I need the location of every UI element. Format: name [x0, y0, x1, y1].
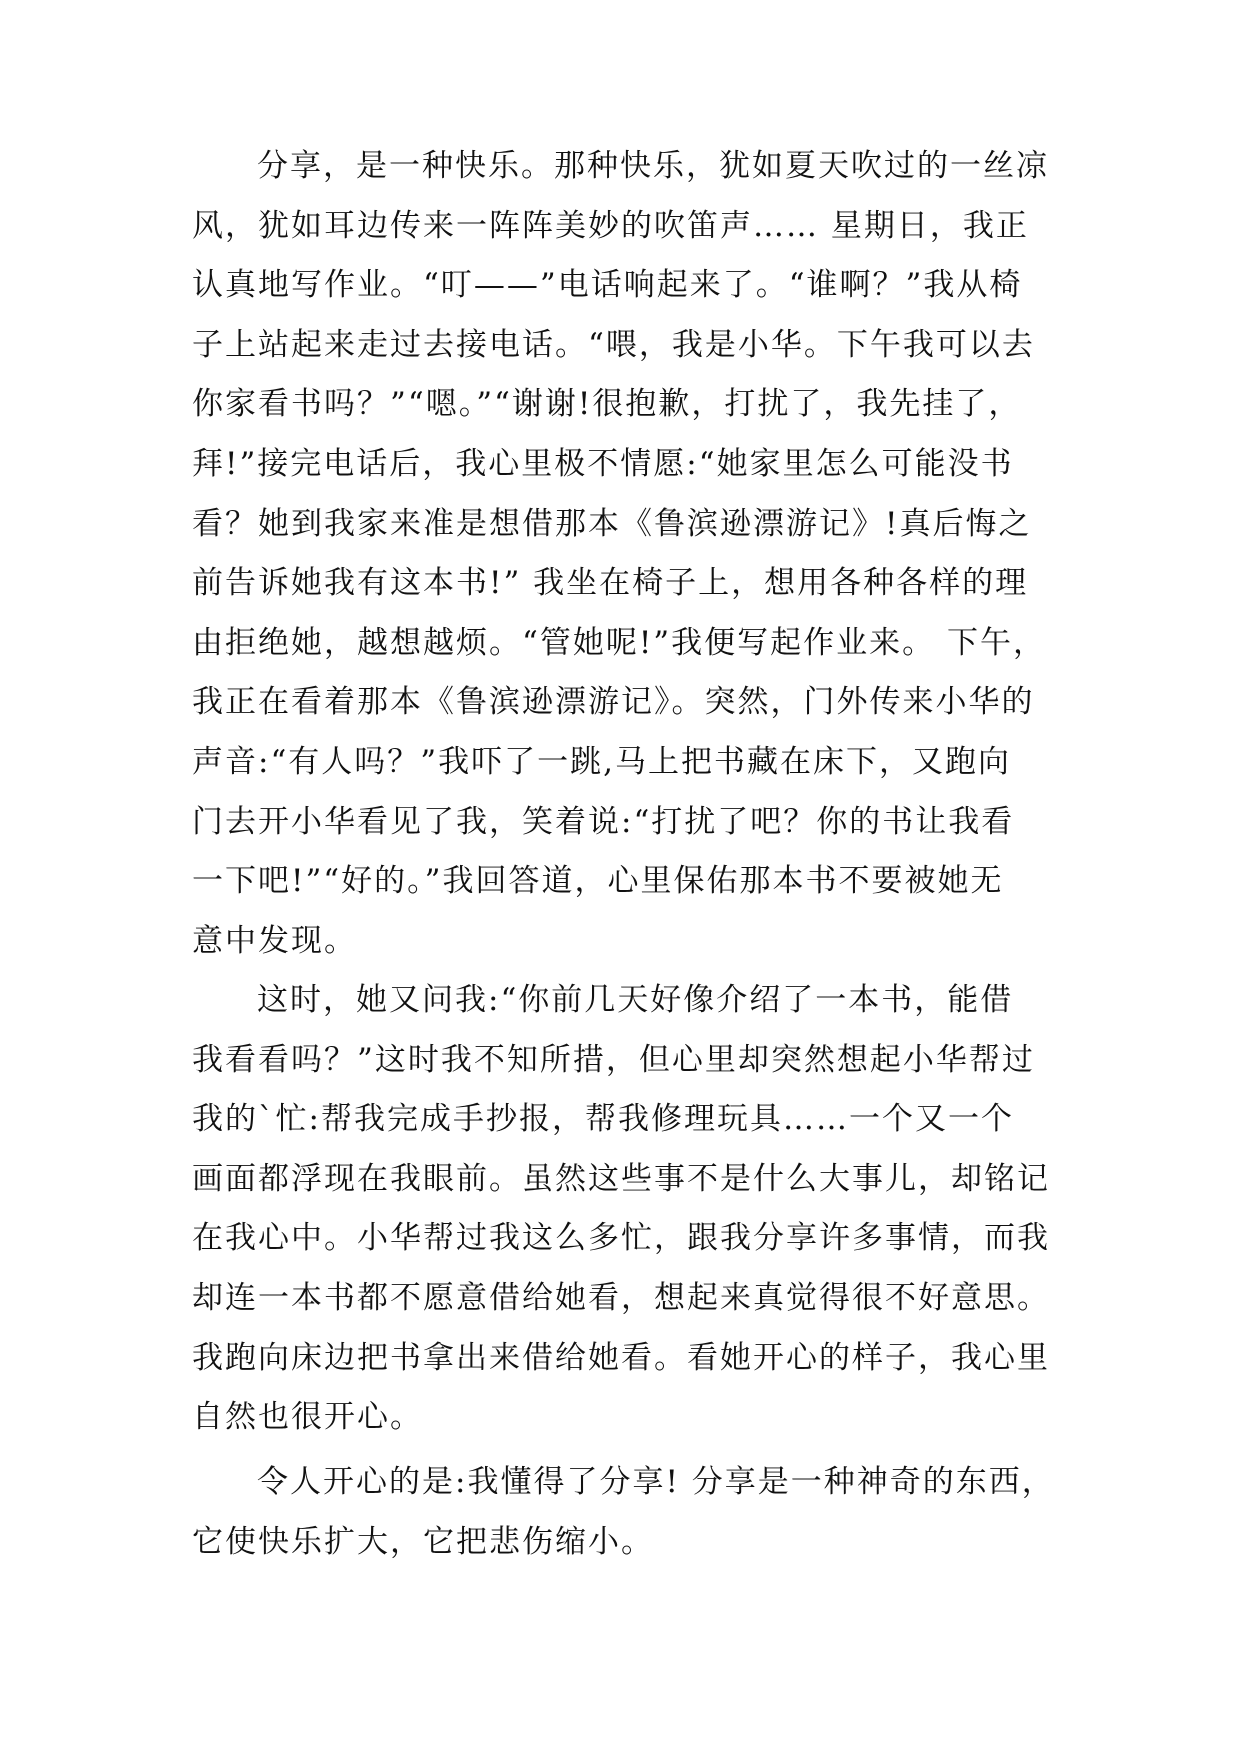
text-line: 前告诉她我有这本书!” 我坐在椅子上，想用各种各样的理 [192, 565, 1029, 602]
text-line: 子上站起来走过去接电话。“喂，我是小华。下午我可以去 [192, 326, 1035, 363]
text-line: 门去开小华看见了我，笑着说:“打扰了吧？你的书让我看 [192, 803, 1015, 840]
text-line: 在我心中。小华帮过我这么多忙，跟我分享许多事情，而我 [192, 1220, 1050, 1257]
text-line: 画面都浮现在我眼前。虽然这些事不是什么大事儿，却铭记 [192, 1160, 1050, 1197]
text-line: 拜!”接完电话后，我心里极不情愿:“她家里怎么可能没书 [192, 445, 1014, 482]
paragraph-3 [192, 1453, 1072, 1572]
text-line: 你家看书吗？”“嗯。”“谢谢!很抱歉，打扰了，我先挂了， [192, 386, 1022, 423]
paragraph-2 [192, 971, 1072, 1448]
text-line: 意中发现。 [192, 922, 357, 959]
text-line: 风，犹如耳边传来一阵阵美妙的吹笛声…… 星期日，我正 [192, 207, 1029, 244]
text-line: 它使快乐扩大，它把悲伤缩小。 [192, 1523, 654, 1560]
text-line: 声音:“有人吗？”我吓了一跳,马上把书藏在床下，又跑向 [192, 743, 1011, 780]
text-line: 我跑向床边把书拿出来借给她看。看她开心的样子，我心里 [192, 1339, 1050, 1376]
text-line: 看？她到我家来准是想借那本《鲁滨逊漂游记》!真后悔之 [192, 505, 1032, 542]
text-line: 认真地写作业。“叮——”电话响起来了。“谁啊？”我从椅 [192, 267, 1023, 304]
text-line: 分享，是一种快乐。那种快乐，犹如夏天吹过的一丝凉 [257, 148, 1049, 184]
paragraph-1 [192, 137, 1072, 971]
text-line: 这时，她又问我:“你前几天好像介绍了一本书，能借 [257, 982, 1014, 1018]
text-line: 我的`忙:帮我完成手抄报，帮我修理玩具……一个又一个 [192, 1101, 1014, 1138]
text-line: 令人开心的是:我懂得了分享! 分享是一种神奇的东西， [257, 1464, 1055, 1500]
text-line: 一下吧!”“好的。”我回答道，心里保佑那本书不要被她无 [192, 863, 1004, 900]
text-line: 由拒绝她，越想越烦。“管她呢!”我便写起作业来。 下午， [192, 624, 1047, 661]
text-line: 却连一本书都不愿意借给她看，想起来真觉得很不好意思。 [192, 1279, 1050, 1316]
text-line: 我正在看着那本《鲁滨逊漂游记》。突然，门外传来小华的 [192, 684, 1035, 721]
text-line: 自然也很开心。 [192, 1399, 423, 1436]
text-line: 我看看吗？”这时我不知所措，但心里却突然想起小华帮过 [192, 1041, 1035, 1078]
